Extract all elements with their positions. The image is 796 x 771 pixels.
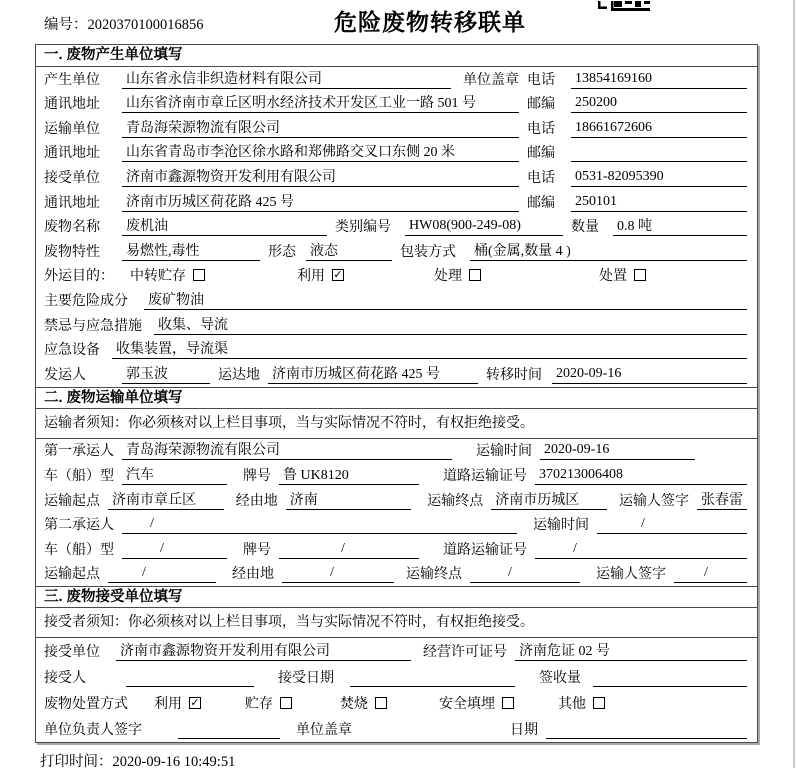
field-label: 经营许可证号 [423,645,507,661]
emergency-measures-row [36,313,757,338]
section1-header: 一. 废物产生单位填写 [36,45,757,67]
field-label: 通讯地址 [44,146,100,162]
disposal-option-store: 贮存 [245,693,292,713]
checkbox-transfer-storage [193,269,205,281]
window-edge-line [793,0,795,768]
field-label: 运输终点 [427,493,484,509]
field-label: 运输起点 [44,493,100,509]
accepting-unit-value: 济南市鑫源物资开发利用有限公司 [116,640,411,661]
transporter-sign1-value: 张春雷 [697,489,747,510]
emergency-equipment-value: 收集装置，导流渠 [112,338,747,359]
field-label: 应急设备 [44,343,100,359]
field-label: 接受单位 [44,170,100,186]
section2-header: 二. 废物运输单位填写 [36,387,757,409]
plate1-value: 鲁 UK8120 [279,464,419,485]
field-label: 外运目的： [44,269,114,285]
head-signature-value [178,721,280,739]
terminus1-value: 济南市历城区 [491,489,607,510]
field-label: 转移时间 [486,367,542,383]
field-label: 邮编 [527,146,555,162]
accept-date-value [350,669,515,687]
field-label: 包装方式 [400,244,456,260]
waste-name-value: 废机油 [122,215,327,236]
field-label: 单位盖章 [296,723,352,739]
waste-character-value: 易燃性,毒性 [122,240,260,261]
vehicle-type2-value: / [122,541,227,559]
disposal-option-utilize: 利用 ✓ [154,696,200,713]
field-label: 运输终点 [406,567,462,583]
via1-value: 济南 [286,489,412,510]
field-label: 形态 [268,244,296,260]
field-label: 签收量 [539,671,581,687]
purpose-option-dispose: 处置 [599,265,646,285]
field-label: 禁忌与应急措施 [44,318,142,334]
producer-zip-value: 250200 [571,95,747,113]
transporter-address-row [36,141,757,166]
field-label: 车（船）型 [44,542,114,558]
disposal-method-row [36,690,757,716]
field-label: 道路运输证号 [443,468,527,484]
manifest-form-table [35,44,758,743]
receiver-unit-row [36,165,757,190]
license-number-value: 济南危证 02 号 [515,640,747,661]
vehicle-type-row-1 [36,463,757,488]
field-label: 邮编 [527,195,555,211]
shipper-row [36,362,757,387]
field-label: 运达地 [218,367,260,383]
hazard-component-row [36,288,757,313]
waste-form-value: 液态 [306,240,392,261]
field-label: 产生单位 [44,72,100,88]
field-label: 数量 [571,220,599,236]
field-label: 接受单位 [44,645,100,661]
waste-character-row [36,239,757,264]
field-label: 废物处置方式 [44,697,128,713]
receiver-phone-value: 0531-82095390 [571,169,747,187]
field-label: 运输时间 [476,444,532,460]
transporter-sign2-value: / [674,565,747,583]
section3-header: 三. 废物接受单位填写 [36,586,757,608]
qr-code-fragment [598,0,650,16]
disposal-option-landfill: 安全填埋 [439,693,514,713]
field-label: 类别编号 [335,220,391,236]
field-label: 经由地 [235,493,278,509]
origin1-value: 济南市章丘区 [108,489,224,510]
checkbox-disposal-utilize: ✓ [190,696,200,710]
field-label: 废物名称 [44,220,100,236]
field-label: 电话 [527,121,555,137]
disposal-option-incinerate: 焚烧 [340,693,387,713]
first-carrier-row [36,439,757,464]
category-code-value: HW08(900-249-08) [405,218,563,236]
producer-phone-value: 13854169160 [571,71,747,89]
second-carrier-row [36,513,757,538]
page-title: 危险废物转移联单 [334,9,526,35]
checkbox-disposal-store [280,697,292,709]
checkbox-utilize: ✓ [333,268,343,282]
field-label: 日期 [510,723,538,739]
field-label: 接受人 [44,671,86,687]
road-permit2-value: / [535,541,747,559]
origin2-value: / [108,565,216,583]
first-carrier-value: 青岛海荣源物流有限公司 [122,439,452,460]
transporter-zip-value [571,144,747,162]
terminus2-value: / [470,565,580,583]
transporter-unit-row [36,116,757,141]
field-label: 运输人签字 [596,567,666,583]
document-header [0,0,796,44]
field-label: 通讯地址 [44,97,100,113]
unit-seal-label: 单位盖章 [463,72,519,88]
checkbox-disposal-incinerate [375,697,387,709]
field-label: 废物特性 [44,244,100,260]
destination-value: 济南市历城区荷花路 425 号 [268,363,478,384]
field-label: 运输起点 [44,567,100,583]
field-label: 接受日期 [278,671,334,687]
emergency-equipment-row [36,338,757,363]
purpose-option-treat: 处理 [434,265,481,285]
checkbox-treat [469,269,481,281]
field-label: 道路运输证号 [443,542,527,558]
field-label: 运输单位 [44,121,100,137]
print-time-value: 2020-09-16 10:49:51 [112,754,236,770]
transport-time1-value: 2020-09-16 [540,442,695,460]
accepting-unit-row [36,638,757,664]
vehicle-type-row-2 [36,537,757,562]
acceptor-value [126,669,254,687]
checkbox-dispose [634,269,646,281]
field-label: 第一承运人 [44,444,114,460]
field-label: 运输时间 [533,518,589,534]
producer-value: 山东省永信非织造材料有限公司 [122,68,451,89]
transporter-phone-value: 18661672606 [571,120,747,138]
receiver-zip-value: 250101 [571,194,747,212]
transfer-time-value: 2020-09-16 [552,366,747,384]
transport-time2-value: / [597,516,747,534]
disposal-option-other: 其他 [558,693,605,713]
transport-route-row-1 [36,488,757,513]
emergency-measures-value: 收集、导流 [154,314,747,335]
via2-value: / [282,565,394,583]
producer-address-value: 山东省济南市章丘区明水经济技术开发区工业一路 501 号 [122,92,519,113]
packing-value: 桶(金属,数量 4 ) [470,240,747,261]
field-label: 发运人 [44,367,86,383]
field-label: 电话 [527,72,555,88]
field-label: 通讯地址 [44,195,100,211]
field-label: 运输人签字 [619,493,689,509]
waste-name-row [36,215,757,240]
transporter-value: 青岛海荣源物流有限公司 [122,117,519,138]
serial-label: 编号： [44,17,88,33]
producer-unit-row [36,67,757,92]
field-label: 牌号 [243,468,271,484]
quantity-value: 0.8 吨 [613,215,747,236]
shipper-value: 郭玉波 [122,363,210,384]
vehicle-type1-value: 汽车 [122,464,227,485]
purpose-option-utilize: 利用 ✓ [297,268,343,285]
transport-route-row-2 [36,562,757,587]
seal-date-value [546,721,747,739]
field-label: 邮编 [527,97,555,113]
transporter-address-value: 山东省青岛市李沧区徐水路和郑佛路交叉口东侧 20 米 [122,141,519,162]
road-permit1-value: 370213006408 [535,467,747,485]
transfer-purpose-row [36,264,757,289]
checkbox-disposal-other [593,697,605,709]
acceptor-row [36,664,757,690]
second-carrier-value: / [122,516,517,534]
receiver-notice: 接受者须知：你必须核对以上栏目事项，当与实际情况不符时，有权拒绝接受。 [36,608,757,638]
serial-number: 2020370100016856 [87,17,204,33]
plate2-value: / [279,541,419,559]
field-label: 单位负责人签字 [44,723,142,739]
receiver-address-value: 济南市历城区荷花路 425 号 [122,191,519,212]
signed-amount-value [593,669,747,687]
field-label: 车（船）型 [44,468,114,484]
field-label: 牌号 [243,542,271,558]
receiver-value: 济南市鑫源物资开发利用有限公司 [122,166,519,187]
field-label: 电话 [527,170,555,186]
field-label: 主要危险成分 [44,293,128,309]
field-label: 第二承运人 [44,518,114,534]
head-signature-row [36,716,757,742]
purpose-option-transfer-storage: 中转贮存 [130,265,205,285]
transporter-notice: 运输者须知：你必须核对以上栏目事项，当与实际情况不符时，有权拒绝接受。 [36,409,757,439]
field-label: 经由地 [232,567,274,583]
checkbox-disposal-landfill [502,697,514,709]
producer-address-row [36,92,757,117]
hazard-component-value: 废矿物油 [144,289,747,310]
receiver-address-row [36,190,757,215]
print-time-label: 打印时间： [40,754,113,770]
